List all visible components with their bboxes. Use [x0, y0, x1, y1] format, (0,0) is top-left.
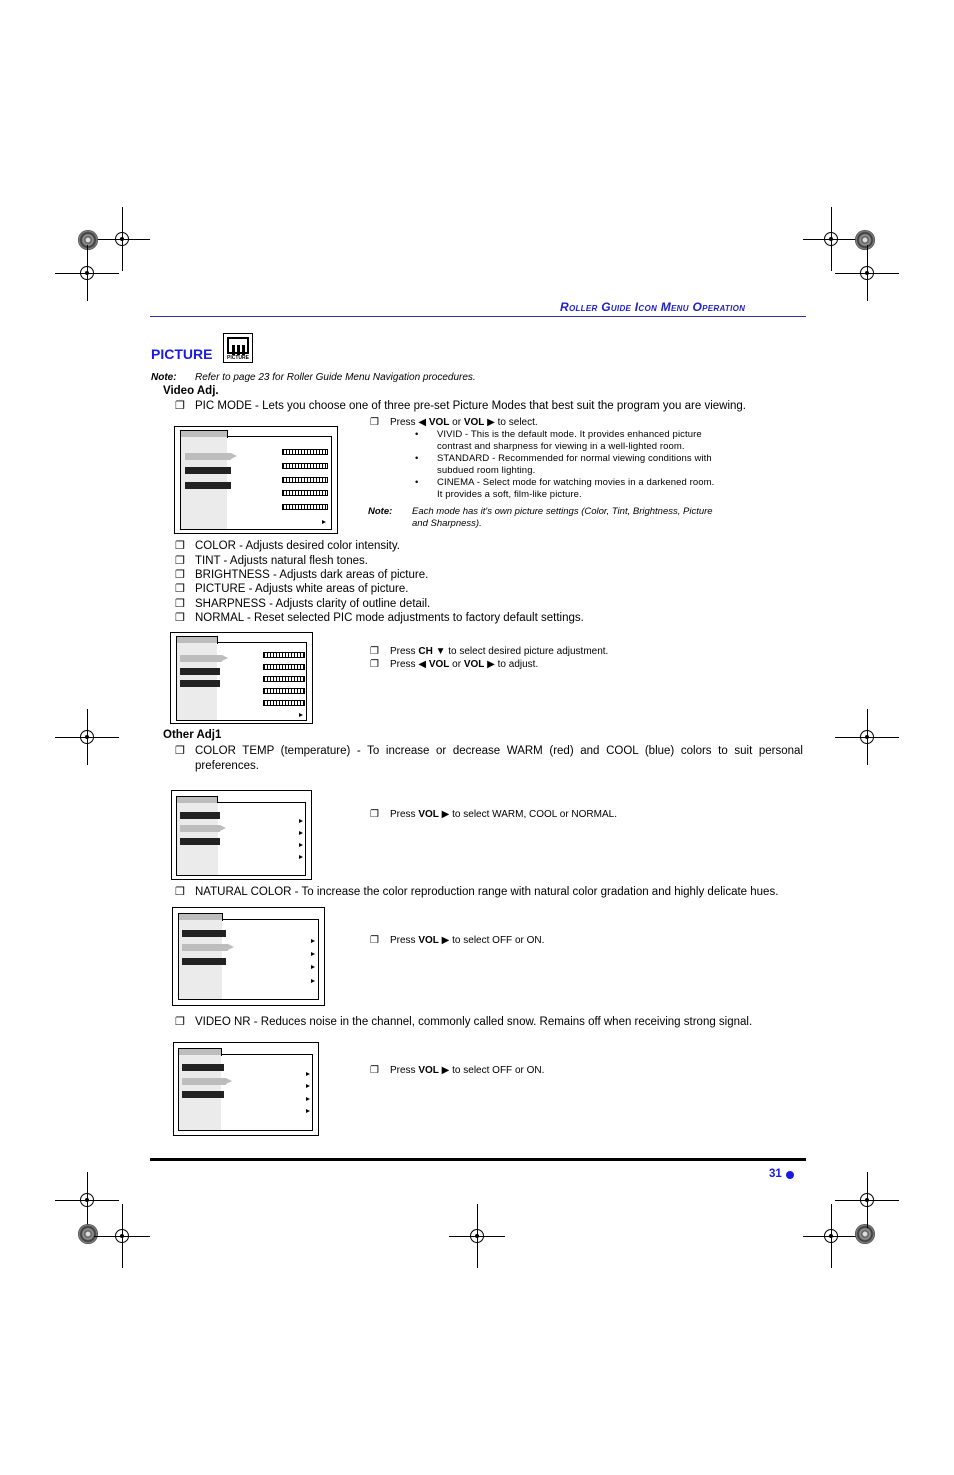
header-rule	[150, 316, 806, 317]
menu-screen-natural-color	[172, 907, 325, 1006]
menu-screen-pic-mode	[174, 426, 338, 534]
registration-disc	[78, 230, 98, 250]
natural-color-item: ❐ NATURAL COLOR - To increase the color reproduction range with natural color gradation and highly delicate hues.	[175, 886, 779, 898]
color-temp-item: ❐ COLOR TEMP (temperature) - To increase or decrease WARM (red) and COOL (blue) colors to suit personal preferences.	[175, 745, 803, 772]
mode-cinema: • CINEMA - Select mode for watching movies in a darkened room. It provides a soft, film-like picture.	[415, 477, 715, 500]
setting-normal: ❐ NORMAL - Reset selected PIC mode adjustments to factory default settings.	[175, 612, 584, 624]
other-adj-title: Other Adj1	[163, 729, 222, 741]
setting-brightness: ❐ BRIGHTNESS - Adjusts dark areas of picture.	[175, 569, 429, 581]
menu-screen-video-nr	[173, 1042, 319, 1136]
press-vol-nr: ❐ Press VOL ▶ to select OFF or ON.	[370, 1065, 545, 1076]
registration-disc	[855, 1224, 875, 1244]
setting-sharpness: ❐ SHARPNESS - Adjusts clarity of outline detail.	[175, 598, 431, 610]
press-vol-adjust: ❐ Press ◀ VOL or VOL ▶ to adjust.	[370, 659, 539, 670]
registration-disc	[855, 230, 875, 250]
mode-note-text: Each mode has it's own picture settings (Color, Tint, Brightness, Picture and Sharpness).	[412, 506, 713, 529]
mode-standard: • STANDARD - Recommended for normal viewing conditions with subdued room lighting.	[415, 453, 712, 476]
page-dot-icon	[786, 1171, 794, 1179]
pic-mode-item: ❐ PIC MODE - Lets you choose one of three pre-set Picture Modes that best suit the program you are viewing.	[175, 400, 746, 412]
section-title: PICTURE	[151, 346, 213, 362]
press-vol-temp: ❐ Press VOL ▶ to select WARM, COOL or NORMAL.	[370, 809, 617, 820]
mode-vivid: • VIVID - This is the default mode. It provides enhanced picture contrast and sharpness for viewing in a well-lighted room.	[415, 429, 702, 452]
footer-rule	[150, 1158, 806, 1161]
setting-color: ❐ COLOR - Adjusts desired color intensity.	[175, 540, 400, 552]
setting-tint: ❐ TINT - Adjusts natural flesh tones.	[175, 555, 369, 567]
bullet-box: ❐	[175, 400, 185, 412]
registration-disc	[78, 1224, 98, 1244]
mode-note-label: Note:	[368, 506, 393, 517]
note-text: Refer to page 23 for Roller Guide Menu Navigation procedures.	[195, 372, 476, 383]
note-label: Note:	[151, 372, 177, 383]
running-header: Roller Guide Icon Menu Operation	[560, 300, 746, 314]
video-adj-title: Video Adj.	[163, 385, 219, 397]
press-vol-natural: ❐ Press VOL ▶ to select OFF or ON.	[370, 935, 545, 946]
menu-screen-adjustments	[170, 632, 313, 724]
page-number: 31	[769, 1168, 782, 1180]
video-nr-item: ❐ VIDEO NR - Reduces noise in the channel, commonly called snow. Remains off when receiving strong signal.	[175, 1016, 753, 1028]
press-ch-select: ❐ Press CH ▼ to select desired picture adjustment.	[370, 646, 609, 657]
picture-icon-label: PICTURE	[227, 355, 249, 361]
setting-picture: ❐ PICTURE - Adjusts white areas of picture.	[175, 583, 409, 595]
picture-icon	[223, 333, 253, 363]
press-vol-select: ❐ Press ◀ VOL or VOL ▶ to select.	[370, 417, 538, 428]
menu-screen-color-temp	[171, 790, 312, 880]
